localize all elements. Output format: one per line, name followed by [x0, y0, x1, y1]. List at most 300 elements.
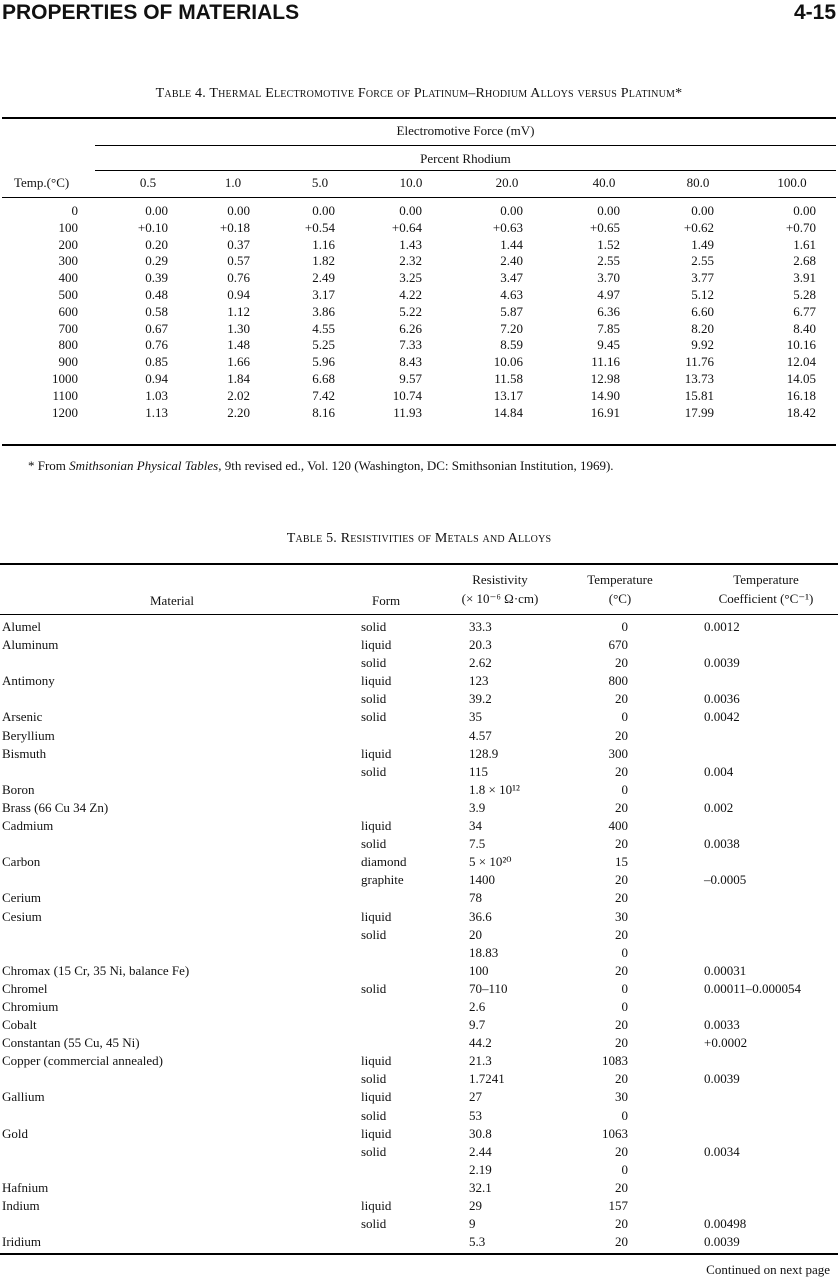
emf-cell: 3.47	[500, 270, 523, 286]
table-row	[0, 1179, 838, 1197]
resistivity-cell: 115	[469, 763, 489, 779]
emf-cell: 6.60	[691, 303, 714, 319]
temperature-cell: 0	[621, 709, 628, 725]
resistivity-cell: 2.19	[469, 1161, 492, 1177]
emf-cell: 6.36	[597, 303, 620, 319]
table-row	[0, 799, 838, 817]
emf-cell: +0.63	[492, 219, 523, 235]
column-header: 1.0	[224, 175, 242, 190]
emf-cell: 9.57	[399, 370, 422, 386]
temperature-cell: 20	[615, 655, 628, 671]
resistivity-cell: 32.1	[469, 1179, 492, 1195]
table-row	[0, 835, 838, 853]
table4-header-rule	[2, 197, 836, 198]
material-cell: Bismuth	[2, 745, 47, 761]
resistivity-cell: 29	[469, 1198, 482, 1213]
column-header: 100.0	[777, 175, 807, 190]
table4-spanner-emf: Electromotive Force (mV)	[396, 123, 535, 138]
emf-cell: 8.40	[793, 320, 816, 336]
emf-cell: 4.63	[500, 286, 523, 302]
resistivity-cell: 5 × 10²⁰	[469, 854, 512, 870]
resistivity-cell: 3.9	[469, 799, 486, 815]
table-row	[0, 636, 838, 654]
temperature-cell: 20	[615, 1035, 628, 1051]
coefficient-cell: 0.00031	[704, 962, 747, 978]
emf-cell: 10.06	[493, 354, 523, 370]
table4-temp-header: Temp.(°C)	[14, 175, 70, 190]
footnote-prefix: * From	[28, 458, 70, 473]
temperature-cell: 0	[621, 781, 628, 797]
table-row	[2, 220, 836, 237]
coefficient-cell: 0.0039	[704, 655, 740, 671]
table-row	[0, 1107, 838, 1125]
column-header: 0.5	[139, 175, 157, 190]
table-row	[0, 745, 838, 763]
emf-cell: 0.00	[691, 203, 714, 218]
temperature-cell: 800	[608, 673, 628, 689]
emf-cell: +0.64	[391, 219, 422, 235]
emf-cell: 15.81	[684, 387, 714, 403]
emf-cell: 0.94	[227, 286, 250, 302]
form-cell: solid	[361, 1143, 387, 1159]
temperature-cell: 20	[615, 691, 628, 707]
emf-cell: 2.02	[227, 387, 250, 403]
temperature-cell: 0	[71, 203, 78, 218]
resistivity-header: Resistivity	[472, 572, 528, 587]
temperature-cell: 1063	[602, 1125, 628, 1141]
table5-bottom-rule	[0, 1253, 838, 1255]
emf-cell: 14.84	[493, 404, 523, 420]
form-cell: graphite	[361, 872, 404, 888]
emf-cell: 7.33	[399, 337, 422, 353]
emf-cell: 0.48	[145, 286, 168, 302]
continued-note: Continued on next page	[706, 1262, 830, 1277]
emf-cell: +0.62	[683, 219, 714, 235]
section-title: PROPERTIES OF MATERIALS	[2, 1, 300, 24]
temperature-cell: 1200	[52, 404, 78, 420]
table-row	[2, 237, 836, 254]
table4-spanner-rule	[95, 145, 836, 146]
resistivity-cell: 123	[469, 673, 489, 689]
emf-cell: 0.00	[145, 203, 168, 218]
material-cell: Antimony	[2, 673, 55, 689]
material-cell: Beryllium	[2, 727, 55, 743]
emf-cell: +0.70	[785, 219, 816, 235]
emf-cell: +0.65	[589, 219, 620, 235]
material-cell: Cobalt	[2, 1017, 37, 1033]
emf-cell: 0.76	[145, 337, 168, 353]
material-cell: Cesium	[2, 908, 42, 924]
coefficient-cell: 0.0033	[704, 1017, 740, 1033]
resistivity-cell: 34	[469, 818, 482, 834]
temperature-cell: 670	[608, 637, 628, 653]
emf-cell: 1.66	[227, 354, 250, 370]
coefficient-cell: 0.0036	[704, 691, 740, 707]
material-cell: Chromel	[2, 980, 48, 996]
emf-cell: 4.55	[312, 320, 335, 336]
emf-cell: 4.97	[597, 286, 620, 302]
table-row	[0, 1161, 838, 1179]
resistivity-cell: 53	[469, 1107, 482, 1123]
emf-cell: 0.00	[793, 203, 816, 218]
temperature-cell: 0	[621, 980, 628, 996]
emf-cell: 4.22	[399, 286, 422, 302]
table5-body	[0, 618, 838, 1251]
temperature-cell: 20	[615, 799, 628, 815]
column-header: 80.0	[686, 175, 710, 190]
emf-cell: 11.58	[494, 370, 523, 386]
temperature-cell: 400	[58, 270, 78, 286]
column-header: 40.0	[592, 175, 616, 190]
emf-cell: 8.43	[399, 354, 422, 370]
coefficient-cell: –0.0005	[704, 872, 747, 888]
temperature-cell: 700	[58, 320, 78, 336]
resistivity-cell: 33.3	[469, 619, 492, 634]
form-cell: solid	[361, 691, 387, 707]
emf-cell: 12.04	[786, 354, 816, 370]
emf-cell: 9.92	[691, 337, 714, 353]
emf-cell: 12.98	[590, 370, 620, 386]
table4-caption-number: Table 4.	[155, 86, 206, 101]
material-cell: Carbon	[2, 854, 41, 870]
temperature-cell: 157	[608, 1198, 628, 1213]
form-cell: solid	[361, 655, 387, 671]
table-row	[0, 926, 838, 944]
material-cell: Aluminum	[2, 637, 59, 653]
temperature-cell: 0	[621, 998, 628, 1014]
resistivity-cell: 30.8	[469, 1125, 492, 1141]
emf-cell: 0.00	[312, 203, 335, 218]
material-cell: Chromium	[2, 998, 59, 1014]
emf-cell: 14.90	[590, 387, 620, 403]
table-row	[0, 1052, 838, 1070]
emf-cell: 1.16	[312, 236, 335, 252]
table-row	[2, 253, 836, 270]
emf-cell: 0.00	[227, 203, 250, 218]
resistivity-cell: 5.3	[469, 1234, 486, 1250]
emf-cell: 3.17	[312, 286, 335, 302]
emf-cell: 0.20	[145, 236, 168, 252]
temperature-cell: 600	[58, 303, 78, 319]
emf-cell: 2.68	[793, 253, 816, 269]
emf-cell: 0.85	[145, 354, 168, 370]
table-row	[0, 690, 838, 708]
coefficient-cell: 0.00011–0.000054	[704, 980, 802, 996]
emf-cell: 0.39	[145, 270, 168, 286]
emf-cell: 7.20	[500, 320, 523, 336]
resistivity-cell: 9	[469, 1216, 476, 1232]
emf-cell: +0.18	[219, 219, 250, 235]
emf-cell: 0.67	[145, 320, 168, 336]
emf-cell: 1.48	[227, 337, 250, 353]
table-row	[0, 1125, 838, 1143]
emf-cell: 5.22	[399, 303, 422, 319]
coefficient-cell: 0.002	[704, 799, 734, 815]
form-cell: solid	[361, 709, 387, 725]
emf-cell: 14.05	[786, 370, 816, 386]
emf-cell: 16.18	[786, 387, 816, 403]
coefficient-cell: 0.00498	[704, 1216, 747, 1232]
resistivity-cell: 20	[469, 926, 482, 942]
emf-cell: 3.86	[312, 303, 335, 319]
table-row	[0, 908, 838, 926]
resistivity-cell: 4.57	[469, 727, 492, 743]
table-row	[0, 763, 838, 781]
emf-cell: 2.20	[227, 404, 250, 420]
form-cell: liquid	[361, 908, 392, 924]
emf-cell: 16.91	[590, 404, 620, 420]
emf-cell: +0.10	[137, 219, 168, 235]
table-row	[0, 853, 838, 871]
form-cell: solid	[361, 1107, 387, 1123]
table-row	[0, 1215, 838, 1233]
table-row	[2, 388, 836, 405]
table-row	[2, 371, 836, 388]
table-row	[0, 1143, 838, 1161]
table5-caption-text: Resistivities of Metals and Alloys	[340, 531, 552, 546]
coefficient-cell: 0.0039	[704, 1071, 740, 1087]
form-cell: liquid	[361, 1089, 392, 1105]
resistivity-cell: 39.2	[469, 691, 492, 707]
form-cell: liquid	[361, 637, 392, 653]
table-row	[2, 270, 836, 287]
resistivity-cell: 2.44	[469, 1143, 492, 1159]
emf-cell: 0.57	[227, 253, 250, 269]
table4-caption	[0, 86, 838, 102]
temperature-cell: 30	[615, 908, 628, 924]
table-row	[2, 287, 836, 304]
table4-body	[2, 203, 836, 421]
temperature-cell: 0	[621, 1161, 628, 1177]
form-cell: solid	[361, 1216, 387, 1232]
emf-cell: 1.52	[597, 236, 620, 252]
table-row	[0, 1070, 838, 1088]
emf-cell: 8.59	[500, 337, 523, 353]
emf-cell: 3.77	[691, 270, 714, 286]
emf-cell: 8.16	[312, 404, 335, 420]
emf-cell: 5.25	[312, 337, 335, 353]
footnote-details: 9th revised ed., Vol. 120 (Washington, DC: Smithsonian Institution, 1969).	[221, 458, 614, 473]
material-cell: Gallium	[2, 1089, 45, 1105]
table-row	[0, 1233, 838, 1251]
table4-top-rule	[2, 117, 836, 119]
resistivity-cell: 7.5	[469, 836, 486, 852]
emf-cell: 11.76	[685, 354, 714, 370]
table-row	[0, 781, 838, 799]
table-row	[2, 304, 836, 321]
temperature-cell: 1100	[52, 387, 78, 403]
table-row	[0, 672, 838, 690]
table-row	[0, 654, 838, 672]
emf-cell: 10.74	[392, 387, 422, 403]
table4-footnote	[28, 457, 614, 475]
form-cell: solid	[361, 763, 387, 779]
resistivity-cell: 2.6	[469, 998, 486, 1014]
emf-cell: 1.44	[500, 236, 523, 252]
temperature-cell: 20	[615, 872, 628, 888]
table-row	[2, 354, 836, 371]
resistivity-cell: 35	[469, 709, 482, 725]
form-cell: liquid	[361, 1198, 392, 1213]
form-cell: solid	[361, 619, 387, 634]
resistivity-cell: 1400	[469, 872, 495, 888]
temperature-cell: 20	[615, 962, 628, 978]
temperature-cell: 500	[58, 286, 78, 302]
table5-header-rule	[0, 614, 838, 615]
table-row	[0, 817, 838, 835]
resistivity-cell: 128.9	[469, 745, 499, 761]
emf-cell: 2.55	[691, 253, 714, 269]
footnote-source-title: Smithsonian Physical Tables,	[69, 458, 222, 473]
emf-cell: 5.28	[793, 286, 816, 302]
resistivity-cell: 27	[469, 1089, 482, 1105]
emf-cell: 3.91	[793, 270, 816, 286]
temperature-cell: 1083	[602, 1053, 628, 1069]
table-row	[0, 871, 838, 889]
resistivity-cell: 1.8 × 10¹²	[469, 781, 520, 797]
temperature-cell: 100	[58, 219, 78, 235]
table-row	[0, 980, 838, 998]
material-header: Material	[150, 593, 195, 608]
material-cell: Cerium	[2, 890, 41, 906]
emf-cell: 8.20	[691, 320, 714, 336]
temperature-cell: 20	[615, 1071, 628, 1087]
table-row	[0, 727, 838, 745]
material-cell: Gold	[2, 1125, 28, 1141]
coefficient-cell: 0.0042	[704, 709, 740, 725]
emf-cell: 1.30	[227, 320, 250, 336]
temperature-cell: 400	[608, 818, 628, 834]
material-cell: Boron	[2, 781, 35, 797]
resistivity-cell: 70–110	[469, 980, 508, 996]
table5-caption	[0, 531, 838, 547]
emf-cell: 1.82	[312, 253, 335, 269]
running-head	[0, 0, 838, 26]
temperature-cell: 20	[615, 926, 628, 942]
temperature-cell: 30	[615, 1089, 628, 1105]
table-row	[0, 1088, 838, 1106]
resistivity-cell: 21.3	[469, 1053, 492, 1069]
material-cell: Copper (commercial annealed)	[2, 1053, 163, 1069]
table4-rhodium-rule	[95, 170, 836, 171]
material-cell: Brass (66 Cu 34 Zn)	[2, 799, 109, 815]
emf-cell: 0.29	[145, 253, 168, 269]
emf-cell: 6.68	[312, 370, 335, 386]
form-cell: liquid	[361, 673, 392, 689]
column-header: 20.0	[495, 175, 519, 190]
table-row	[2, 321, 836, 338]
page-number: 4-15	[793, 1, 836, 24]
table4-spanner-rhodium: Percent Rhodium	[420, 151, 511, 166]
table-row	[0, 1016, 838, 1034]
emf-cell: 5.12	[691, 286, 714, 302]
form-header: Form	[372, 593, 401, 608]
emf-cell: 2.55	[597, 253, 620, 269]
emf-cell: 18.42	[786, 404, 816, 420]
material-cell: Cadmium	[2, 818, 54, 834]
emf-cell: 1.43	[399, 236, 422, 252]
temperature-cell: 20	[615, 836, 628, 852]
column-header: 10.0	[399, 175, 423, 190]
emf-cell: 2.49	[312, 270, 335, 286]
emf-cell: 13.73	[684, 370, 714, 386]
emf-cell: 1.03	[145, 387, 168, 403]
temperature-cell: 20	[615, 1179, 628, 1195]
coefficient-cell: 0.0039	[704, 1234, 740, 1250]
coefficient-cell: 0.0038	[704, 836, 740, 852]
resistivity-cell: 100	[469, 962, 489, 978]
material-cell: Chromax (15 Cr, 35 Ni, balance Fe)	[2, 962, 190, 978]
emf-cell: 6.77	[793, 303, 816, 319]
emf-cell: 13.17	[493, 387, 523, 403]
emf-cell: 3.25	[399, 270, 422, 286]
temperature-cell: 15	[615, 854, 628, 870]
temperature-cell: 20	[615, 1234, 628, 1250]
form-cell: liquid	[361, 818, 392, 834]
table-row	[0, 944, 838, 962]
temperature-cell: 1000	[52, 370, 78, 386]
coefficient-header: Temperature	[733, 572, 799, 587]
resistivity-cell: 44.2	[469, 1035, 492, 1051]
form-cell: liquid	[361, 745, 392, 761]
table-row	[0, 708, 838, 726]
table5-top-rule	[0, 563, 838, 565]
form-cell: solid	[361, 836, 387, 852]
coefficient-cell: 0.004	[704, 763, 734, 779]
emf-cell: 1.12	[227, 303, 250, 319]
temperature-cell: 20	[615, 890, 628, 906]
resistivity-cell: 20.3	[469, 637, 492, 653]
resistivity-cell: 9.7	[469, 1017, 486, 1033]
coefficient-cell: 0.0012	[704, 619, 740, 634]
material-cell: Alumel	[2, 619, 41, 634]
temperature-cell: 20	[615, 1017, 628, 1033]
material-cell: Indium	[2, 1198, 40, 1213]
emf-cell: 6.26	[399, 320, 422, 336]
resistivity-cell: 78	[469, 890, 482, 906]
emf-cell: 1.61	[793, 236, 816, 252]
table-row	[2, 203, 836, 220]
resistivity-cell: 2.62	[469, 655, 492, 671]
coefficient-unit-header: Coefficient (°C⁻¹)	[718, 591, 814, 606]
table-row	[0, 889, 838, 907]
form-cell: solid	[361, 980, 387, 996]
table-row	[0, 1197, 838, 1215]
emf-cell: 2.40	[500, 253, 523, 269]
form-cell: liquid	[361, 1125, 392, 1141]
resistivity-unit-header: (× 10⁻⁶ Ω·cm)	[461, 591, 539, 606]
emf-cell: 0.37	[227, 236, 250, 252]
temperature-cell: 0	[621, 944, 628, 960]
form-cell: liquid	[361, 1053, 392, 1069]
emf-cell: 7.42	[312, 387, 335, 403]
material-cell: Iridium	[2, 1234, 41, 1250]
temperature-cell: 20	[615, 1216, 628, 1232]
temperature-cell: 20	[615, 763, 628, 779]
emf-cell: 5.96	[312, 354, 335, 370]
emf-cell: 1.13	[145, 404, 168, 420]
temperature-cell: 0	[621, 1107, 628, 1123]
emf-cell: 0.58	[145, 303, 168, 319]
table-row	[0, 962, 838, 980]
coefficient-cell: 0.0034	[704, 1143, 740, 1159]
temperature-cell: 300	[608, 745, 628, 761]
emf-cell: 9.45	[597, 337, 620, 353]
table-row	[2, 405, 836, 422]
emf-cell: 17.99	[684, 404, 714, 420]
table-row	[0, 1034, 838, 1052]
table4-bottom-rule	[2, 444, 836, 446]
